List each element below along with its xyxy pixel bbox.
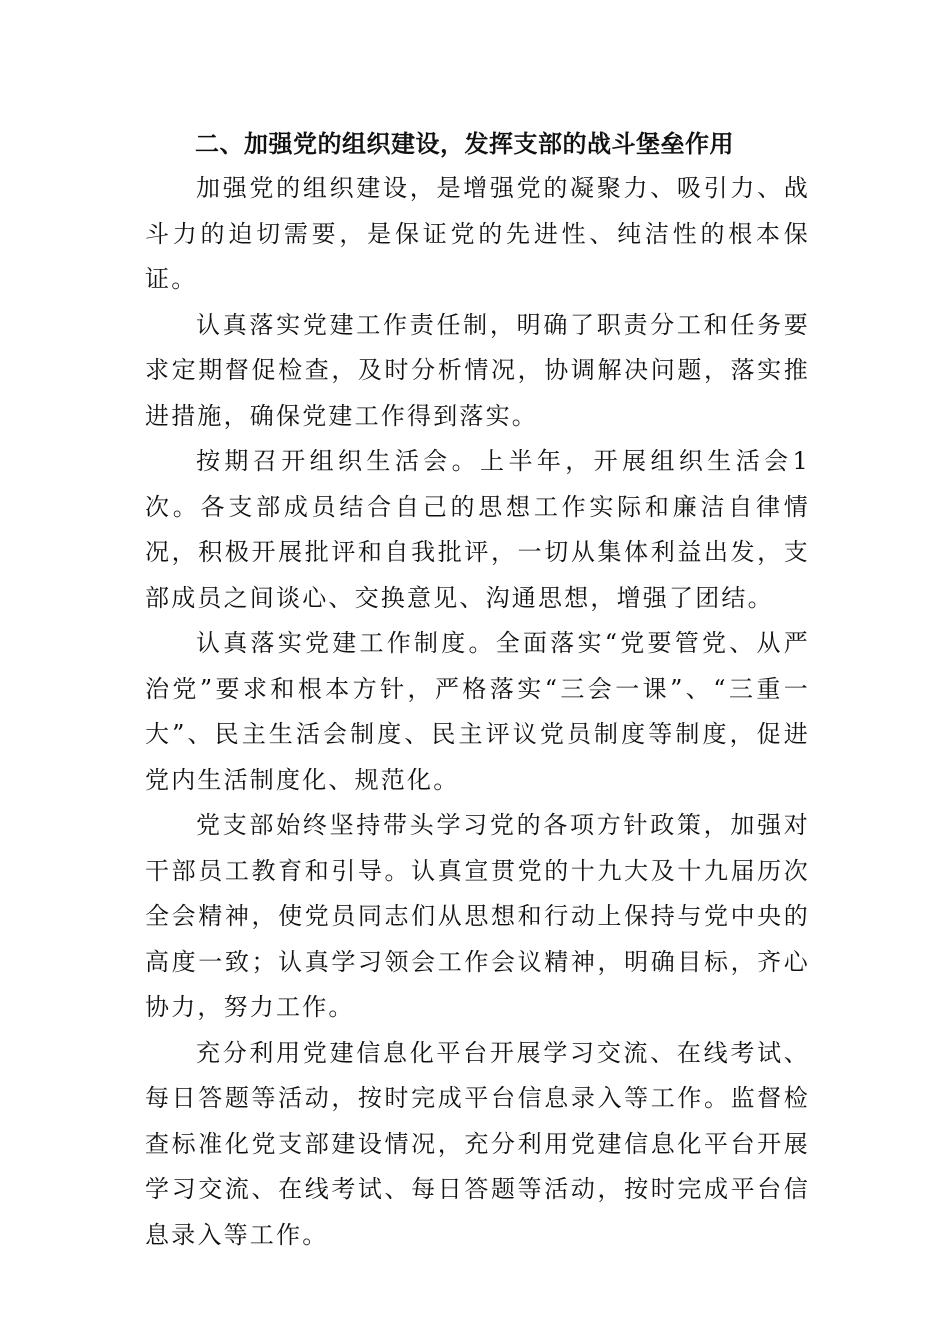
paragraph: 加强党的组织建设，是增强党的凝聚力、吸引力、战斗力的迫切需要，是保证党的先进性、纯洁性的根本保证。 xyxy=(145,174,810,293)
paragraph: 党支部始终坚持带头学习党的各项方针政策，加强对干部员工教育和引导。认真宣贯党的十九大及十九届历次全会精神，使党员同志们从思想和行动上保持与党中央的高度一致；认真学习领会工作会议精神，明确目标，齐心协力，努力工作。 xyxy=(145,811,810,1021)
paragraph: 充分利用党建信息化平台开展学习交流、在线考试、每日答题等活动，按时完成平台信息录入等工作。监督检查标准化党支部建设情况，充分利用党建信息化平台开展学习交流、在线考试、每日答题等活动，按时完成平台信息录入等工作。 xyxy=(145,1038,810,1249)
paragraph: 按期召开组织生活会。上半年，开展组织生活会1次。各支部成员结合自己的思想工作实际和廉洁自律情况，积极开展批评和自我批评，一切从集体利益出发，支部成员之间谈心、交换意见、沟通思想，增强了团结。 xyxy=(145,447,810,612)
section-heading: 二、加强党的组织建设，发挥支部的战斗堡垒作用 xyxy=(195,130,734,158)
paragraph: 认真落实党建工作制度。全面落实“党要管党、从严治党”要求和根本方针，严格落实“三会一课”、“三重一大”、民主生活会制度、民主评议党员制度等制度，促进党内生活制度化、规范化。 xyxy=(145,629,810,794)
body-text xyxy=(145,166,810,1258)
paragraph: 认真落实党建工作责任制，明确了职责分工和任务要求定期督促检查，及时分析情况，协调解决问题，落实推进措施，确保党建工作得到落实。 xyxy=(145,310,810,430)
